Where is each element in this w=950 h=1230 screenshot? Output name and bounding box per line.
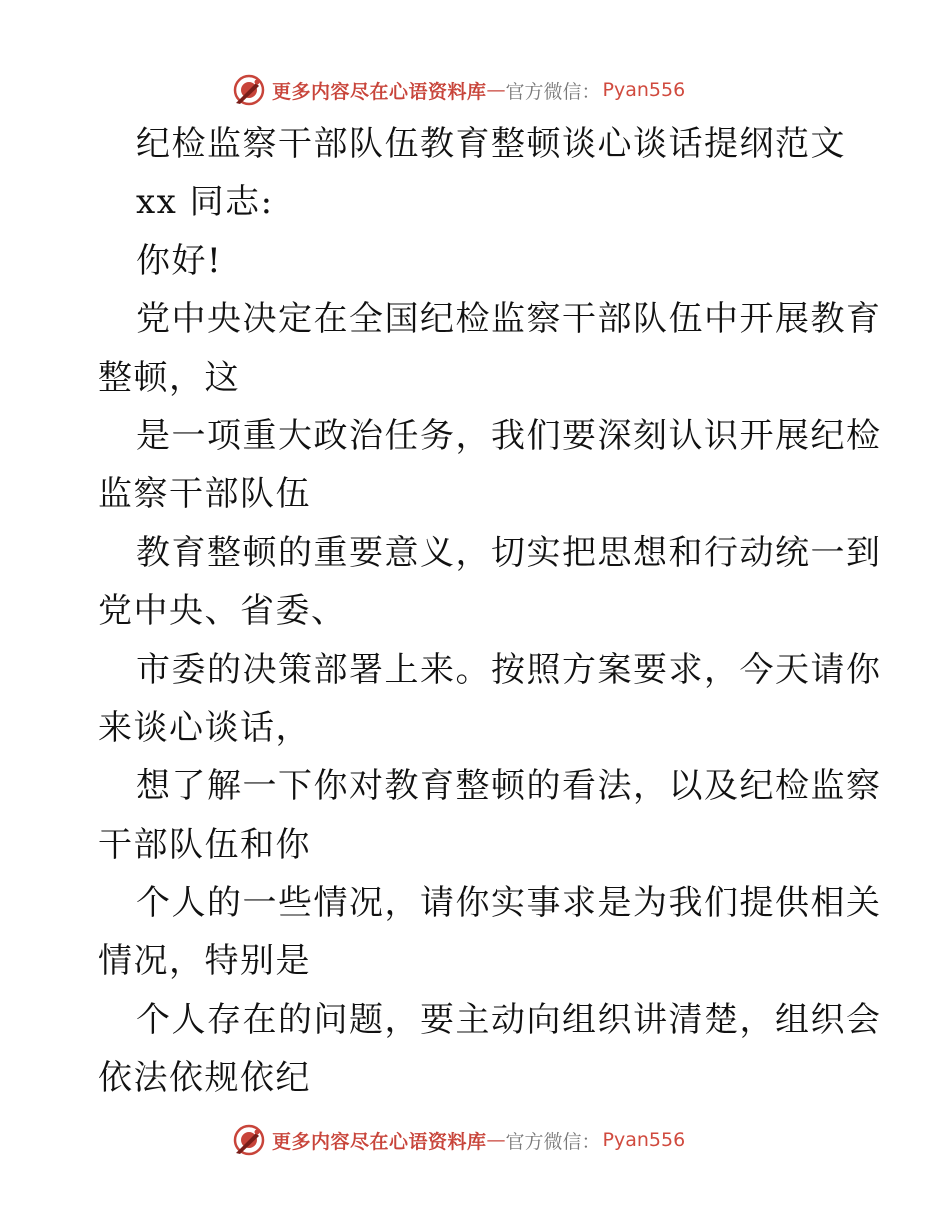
watermark-brand: 更多内容尽在心语资料库: [272, 1130, 487, 1153]
paragraph-line: 教育整顿的重要意义，切实把思想和行动统一到: [136, 532, 882, 573]
paragraph-line: 党中央、省委、: [98, 591, 347, 632]
watermark-label: 官方微信：: [505, 80, 601, 103]
paragraph-line: 来谈心谈话，: [98, 707, 311, 748]
paragraph-line: 党中央决定在全国纪检监察干部队伍中开展教育: [136, 299, 882, 340]
paragraph-line: 整顿，这: [98, 357, 240, 398]
paragraph-line: 情况，特别是: [98, 941, 311, 982]
document-body: [98, 115, 882, 1108]
document-title: 纪检监察干部队伍教育整顿谈心谈话提纲范文: [136, 124, 846, 164]
paragraph-line: 个人存在的问题，要主动向组织讲清楚，组织会: [136, 999, 882, 1040]
footer-watermark: [232, 1122, 685, 1158]
watermark-brand: 更多内容尽在心语资料库: [272, 80, 487, 103]
watermark-separator: —: [486, 1129, 506, 1151]
salutation: xx 同志:: [136, 182, 274, 223]
paragraph-line: 监察干部队伍: [98, 474, 311, 515]
paragraph-line: 依法依规依纪: [98, 1058, 311, 1099]
paragraph-line: 个人的一些情况，请你实事求是为我们提供相关: [136, 883, 882, 924]
paragraph-line: 市委的决策部署上来。按照方案要求，今天请你: [136, 649, 882, 690]
paragraph-line: 想了解一下你对教育整顿的看法，以及纪检监察: [136, 766, 882, 807]
pen-logo-icon: [232, 73, 266, 107]
pen-logo-icon: [232, 1123, 266, 1157]
header-watermark: [232, 72, 685, 108]
watermark-label: 官方微信：: [505, 1130, 601, 1153]
greeting: 你好!: [136, 240, 223, 281]
watermark-wechat-id: Pyan556: [602, 1129, 686, 1151]
paragraph-line: 是一项重大政治任务，我们要深刻认识开展纪检: [136, 415, 882, 456]
watermark-wechat-id: Pyan556: [602, 79, 686, 101]
paragraph-line: 干部队伍和你: [98, 824, 311, 865]
watermark-separator: —: [486, 79, 506, 101]
